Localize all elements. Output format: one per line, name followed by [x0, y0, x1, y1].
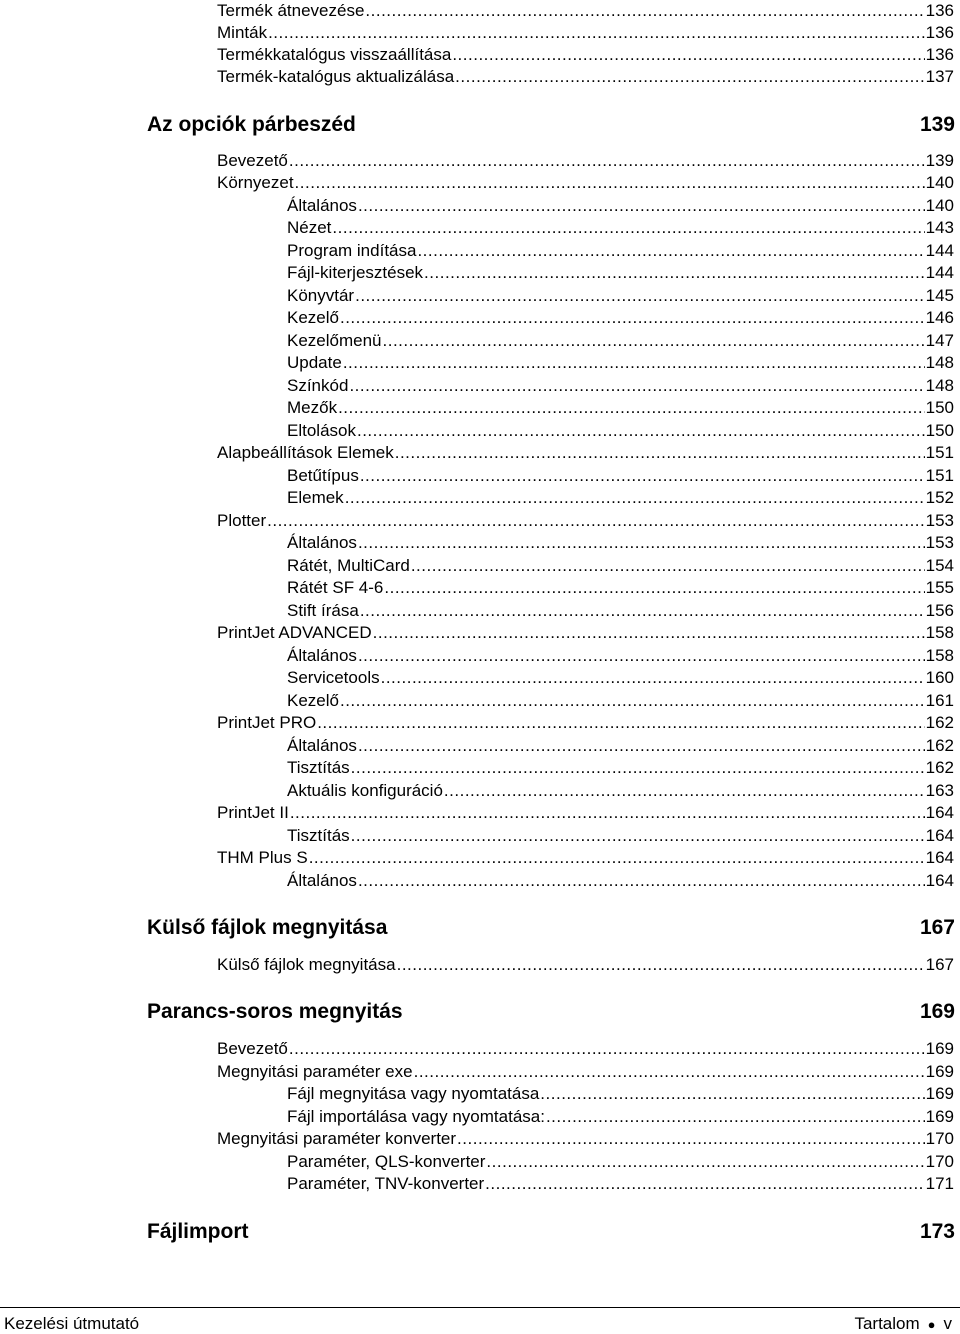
dot-leader: [290, 802, 925, 824]
entry-page-number: 171: [925, 1174, 954, 1193]
dot-leader: [309, 847, 925, 869]
entry-title: Termékkatalógus visszaállítása: [217, 45, 452, 64]
toc-subentry[interactable]: [287, 352, 954, 374]
toc-subentry[interactable]: [287, 217, 954, 239]
dot-leader: [417, 240, 924, 262]
entry-title: PrintJet PRO: [217, 713, 317, 732]
entry-title: Fájl importálása vagy nyomtatása:: [287, 1107, 545, 1126]
entry-title: Általános: [287, 533, 357, 552]
dot-leader: [358, 870, 925, 892]
entry-title: Rátét SF 4-6: [287, 578, 384, 597]
dot-leader: [332, 217, 924, 239]
toc-entry[interactable]: [217, 0, 954, 22]
toc-subentry[interactable]: [287, 757, 954, 779]
entry-title: Tisztítás: [287, 826, 350, 845]
entry-title: Rátét, MultiCard: [287, 556, 410, 575]
toc-entry[interactable]: [217, 847, 954, 869]
entry-title: Minták: [217, 23, 268, 42]
toc-subentry[interactable]: [287, 667, 954, 689]
toc-entry[interactable]: [217, 44, 954, 66]
toc-subentry[interactable]: [287, 307, 954, 329]
entry-title: Betűtípus: [287, 466, 359, 485]
entry-title: Servicetools: [287, 668, 380, 687]
entry-page-number: 152: [925, 488, 954, 507]
dot-leader: [486, 1151, 924, 1173]
toc-entry[interactable]: [217, 510, 954, 532]
dot-leader: [343, 352, 925, 374]
toc-entry[interactable]: [217, 622, 954, 644]
entry-page-number: 136: [925, 1, 954, 20]
toc-entry[interactable]: [217, 172, 954, 194]
entry-title: Mezők: [287, 398, 338, 417]
entry-page-number: 137: [925, 67, 954, 86]
entry-title: Fájl megnyitása vagy nyomtatása: [287, 1084, 540, 1103]
dot-leader: [340, 307, 925, 329]
entry-title: Külső fájlok megnyitása: [217, 955, 396, 974]
entry-page-number: 144: [925, 241, 954, 260]
entry-page-number: 154: [925, 556, 954, 575]
dot-leader: [289, 1038, 925, 1060]
toc-subentry[interactable]: [287, 825, 954, 847]
toc-subentry[interactable]: [287, 1151, 954, 1173]
entry-title: Elemek: [287, 488, 344, 507]
toc-entry[interactable]: [217, 22, 954, 44]
entry-page-number: 160: [925, 668, 954, 687]
dot-leader: [351, 757, 925, 779]
footer-page-number: v: [943, 1314, 952, 1333]
entry-page-number: 164: [925, 803, 954, 822]
dot-leader: [340, 690, 925, 712]
entry-page-number: 158: [925, 646, 954, 665]
entry-title: Alapbeállítások Elemek: [217, 443, 394, 462]
entry-page-number: 150: [925, 421, 954, 440]
entry-page-number: 162: [925, 736, 954, 755]
toc-subentry[interactable]: [287, 195, 954, 217]
dot-leader: [424, 262, 925, 284]
entry-title: Termék-katalógus aktualizálása: [217, 67, 455, 86]
dot-leader: [338, 397, 925, 419]
toc-subentry[interactable]: [287, 330, 954, 352]
entry-title: PrintJet ADVANCED: [217, 623, 372, 642]
toc-subentry[interactable]: [287, 1173, 954, 1195]
toc-subentry[interactable]: [287, 262, 954, 284]
entry-page-number: 170: [925, 1129, 954, 1148]
toc-subentry[interactable]: [287, 397, 954, 419]
toc-subentry[interactable]: [287, 1083, 954, 1105]
entry-title: Általános: [287, 736, 357, 755]
entry-title: Könyvtár: [287, 286, 355, 305]
entry-page-number: 170: [925, 1152, 954, 1171]
entry-title: Színkód: [287, 376, 349, 395]
dot-leader: [358, 195, 925, 217]
toc-subentry[interactable]: [287, 420, 954, 442]
toc-entry[interactable]: [217, 442, 954, 464]
entry-title: Program indítása: [287, 241, 417, 260]
dot-leader: [384, 577, 924, 599]
entry-title: Megnyitási paraméter exe: [217, 1062, 413, 1081]
entry-title: Kezelő: [287, 691, 339, 710]
dot-leader: [351, 825, 925, 847]
entry-page-number: 155: [925, 578, 954, 597]
entry-title: Termék átnevezése: [217, 1, 365, 20]
entry-title: Update: [287, 353, 342, 372]
entry-title: Stift írása: [287, 601, 359, 620]
dot-leader: [358, 532, 925, 554]
entry-page-number: 153: [925, 511, 954, 530]
dot-leader: [345, 487, 925, 509]
toc-subentry[interactable]: [287, 577, 954, 599]
entry-page-number: 136: [925, 45, 954, 64]
entry-page-number: 136: [925, 23, 954, 42]
entry-title: Általános: [287, 196, 357, 215]
dot-leader: [317, 712, 924, 734]
dot-leader: [546, 1106, 925, 1128]
entry-page-number: 148: [925, 376, 954, 395]
dot-leader: [452, 44, 924, 66]
toc-entry[interactable]: [217, 66, 954, 88]
entry-page-number: 151: [925, 443, 954, 462]
entry-page-number: 150: [925, 398, 954, 417]
entry-page-number: 147: [925, 331, 954, 350]
dot-leader: [358, 735, 925, 757]
dot-leader: [485, 1173, 924, 1195]
entry-page-number: 162: [925, 758, 954, 777]
entry-title: Bevezető: [217, 1039, 288, 1058]
toc-entry[interactable]: [217, 150, 954, 172]
bullet-icon: ●: [927, 1317, 936, 1332]
entry-page-number: 163: [925, 781, 954, 800]
entry-title: Tisztítás: [287, 758, 350, 777]
dot-leader: [395, 442, 925, 464]
toc-subentry[interactable]: [287, 285, 954, 307]
dot-leader: [455, 66, 924, 88]
entry-title: Plotter: [217, 511, 267, 530]
toc-chapter-heading[interactable]: [147, 1219, 955, 1245]
toc-subentry[interactable]: [287, 690, 954, 712]
entry-title: PrintJet II: [217, 803, 289, 822]
dot-leader: [360, 600, 925, 622]
entry-page-number: 162: [925, 713, 954, 732]
entry-page-number: 164: [925, 848, 954, 867]
entry-title: Paraméter, QLS-konverter: [287, 1152, 486, 1171]
toc-subentry[interactable]: [287, 487, 954, 509]
entry-title: Fájl-kiterjesztések: [287, 263, 424, 282]
footer-manual-title: Kezelési útmutató: [4, 1314, 140, 1333]
toc-subentry[interactable]: [287, 735, 954, 757]
toc-chapter-heading[interactable]: [147, 112, 955, 138]
entry-page-number: 140: [925, 173, 954, 192]
entry-title: Környezet: [217, 173, 294, 192]
entry-page-number: 161: [925, 691, 954, 710]
entry-title: Kezelő: [287, 308, 339, 327]
footer-section: [854, 1314, 952, 1334]
entry-page-number: 169: [925, 1084, 954, 1103]
entry-page-number: 156: [925, 601, 954, 620]
entry-title: Kezelőmenü: [287, 331, 382, 350]
toc-subentry[interactable]: [287, 780, 954, 802]
entry-title: Aktuális konfiguráció: [287, 781, 443, 800]
entry-title: Eltolások: [287, 421, 356, 440]
entry-page-number: 139: [925, 151, 954, 170]
entry-title: Általános: [287, 871, 357, 890]
entry-page-number: 169: [925, 1039, 954, 1058]
entry-page-number: 158: [925, 623, 954, 642]
chapter-page-number: 173: [919, 1220, 955, 1243]
dot-leader: [414, 1061, 925, 1083]
entry-page-number: 169: [925, 1062, 954, 1081]
dot-leader: [355, 285, 925, 307]
toc-subentry[interactable]: [287, 465, 954, 487]
dot-leader: [358, 645, 925, 667]
toc-subentry[interactable]: [287, 532, 954, 554]
dot-leader: [411, 555, 925, 577]
entry-page-number: 164: [925, 826, 954, 845]
entry-page-number: 144: [925, 263, 954, 282]
entry-page-number: 151: [925, 466, 954, 485]
chapter-title: Külső fájlok megnyitása: [147, 916, 388, 939]
toc-entry[interactable]: [217, 802, 954, 824]
toc-entry[interactable]: [217, 1128, 954, 1150]
entry-page-number: 140: [925, 196, 954, 215]
dot-leader: [397, 954, 925, 976]
entry-title: Megnyitási paraméter konverter: [217, 1129, 457, 1148]
chapter-page-number: 167: [919, 916, 955, 939]
entry-page-number: 148: [925, 353, 954, 372]
dot-leader: [349, 375, 924, 397]
toc-subentry[interactable]: [287, 870, 954, 892]
entry-title: Nézet: [287, 218, 332, 237]
toc-subentry[interactable]: [287, 375, 954, 397]
dot-leader: [268, 22, 925, 44]
dot-leader: [360, 465, 925, 487]
dot-leader: [381, 667, 925, 689]
chapter-page-number: 169: [919, 1000, 955, 1023]
toc-entry[interactable]: [217, 712, 954, 734]
toc-entry[interactable]: [217, 1061, 954, 1083]
entry-page-number: 145: [925, 286, 954, 305]
dot-leader: [540, 1083, 924, 1105]
dot-leader: [365, 0, 924, 22]
dot-leader: [295, 172, 925, 194]
chapter-title: Fájlimport: [147, 1220, 249, 1243]
entry-page-number: 164: [925, 871, 954, 890]
footer-section-name: Tartalom: [854, 1314, 920, 1333]
toc-entry[interactable]: [217, 1038, 954, 1060]
toc-subentry[interactable]: [287, 240, 954, 262]
entry-page-number: 146: [925, 308, 954, 327]
toc-chapter-heading[interactable]: [147, 999, 955, 1025]
dot-leader: [457, 1128, 925, 1150]
entry-title: Bevezető: [217, 151, 288, 170]
entry-title: Paraméter, TNV-konverter: [287, 1174, 485, 1193]
toc-subentry[interactable]: [287, 600, 954, 622]
entry-title: THM Plus S: [217, 848, 308, 867]
dot-leader: [267, 510, 924, 532]
entry-page-number: 167: [925, 955, 954, 974]
entry-title: Általános: [287, 646, 357, 665]
entry-page-number: 169: [925, 1107, 954, 1126]
toc-subentry[interactable]: [287, 555, 954, 577]
toc-chapter-heading[interactable]: [147, 915, 955, 941]
chapter-title: Az opciók párbeszéd: [147, 113, 356, 136]
chapter-page-number: 139: [919, 113, 955, 136]
dot-leader: [444, 780, 925, 802]
toc-subentry[interactable]: [287, 1106, 954, 1128]
dot-leader: [373, 622, 925, 644]
entry-page-number: 143: [925, 218, 954, 237]
toc-entry[interactable]: [217, 954, 954, 976]
chapter-title: Parancs-soros megnyitás: [147, 1000, 403, 1023]
page-footer: [0, 1307, 960, 1333]
entry-page-number: 153: [925, 533, 954, 552]
toc-subentry[interactable]: [287, 645, 954, 667]
dot-leader: [357, 420, 925, 442]
dot-leader: [383, 330, 925, 352]
dot-leader: [289, 150, 925, 172]
